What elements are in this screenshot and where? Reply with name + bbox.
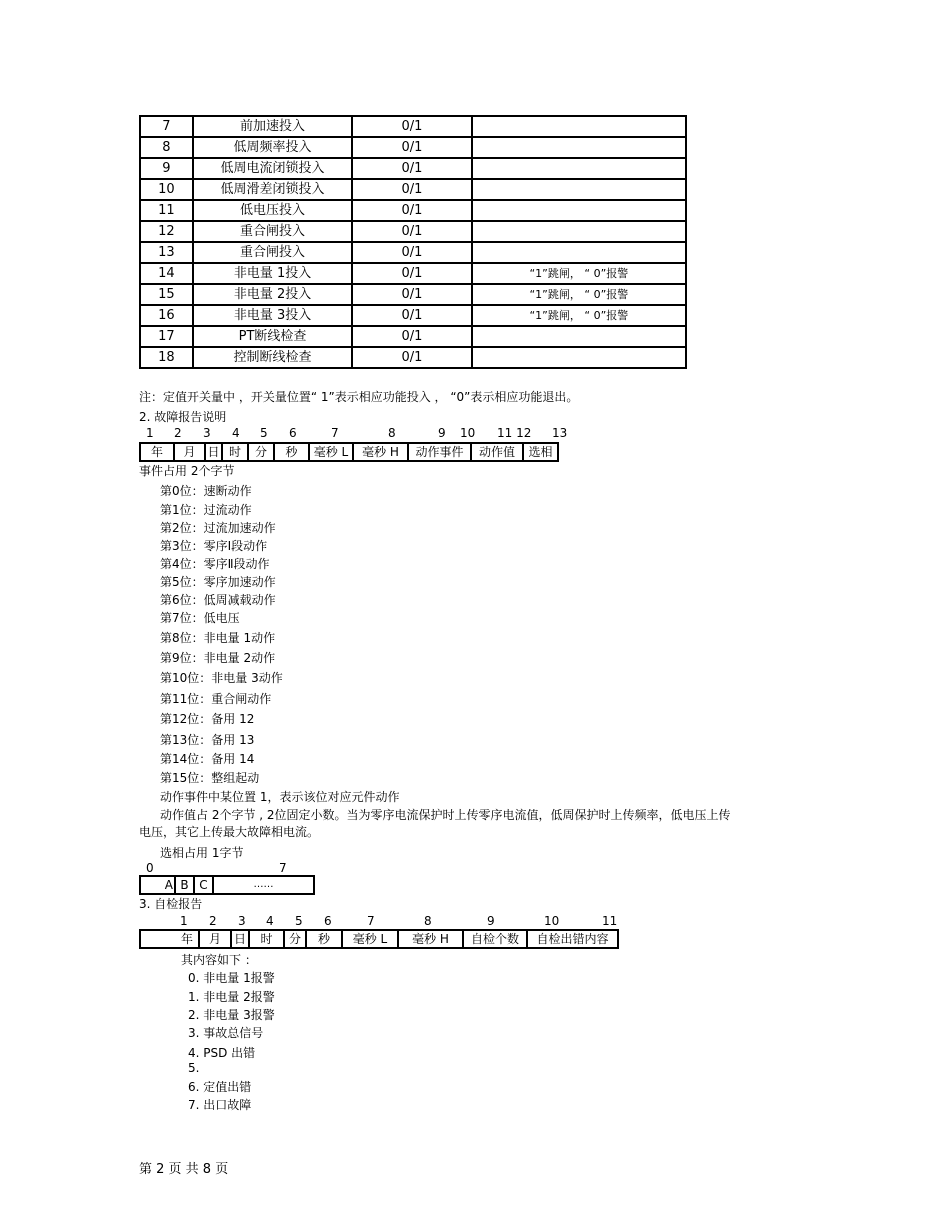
row-number: 10 [140,179,193,200]
settings-row [140,158,686,179]
event-bit: 第0位：速断动作 [160,484,252,498]
field-number: 2 [174,426,182,440]
field-number: 11 [602,914,618,928]
event-bit: 第11位：重合闸动作 [160,692,272,706]
setting-value: 0/1 [352,221,472,242]
self-check-heading: 3. 自检报告 [139,897,203,911]
self-check-item: 5. [188,1061,200,1075]
settings-row [140,284,686,305]
field-number: 7 [331,426,339,440]
field-hour: 时 [249,930,284,948]
field-number: 8 [424,914,432,928]
setting-remark [472,221,686,242]
event-bit: 第13位：备用 13 [160,733,255,747]
setting-name: 低电压投入 [193,200,352,221]
settings-row [140,200,686,221]
row-number: 18 [140,347,193,368]
field-ms-low: 毫秒 L [342,930,398,948]
field-number: 5 [295,914,303,928]
field-number: 1 [180,914,188,928]
event-bit: 第14位：备用 14 [160,752,255,766]
field-number: 13 [552,426,568,440]
self-check-fields [139,929,619,949]
phase-note: 选相占用 1字节 [160,846,244,860]
field-number: 4 [232,426,240,440]
field-phase-select: 选相 [523,443,558,461]
field-number: 10 [544,914,560,928]
field-action-value: 动作值 [471,443,523,461]
field-number: 5 [260,426,268,440]
event-bit: 第10位：非电量 3动作 [160,671,283,685]
row-number: 13 [140,242,193,263]
phase-bit-numbers [139,861,319,875]
phase-bit-number: 0 [146,861,154,875]
field-check-error: 自检出错内容 [527,930,618,948]
field-day: 日 [205,443,222,461]
field-number: 6 [289,426,297,440]
row-number: 9 [140,158,193,179]
self-check-item: 7. 出口故障 [188,1098,252,1112]
setting-remark: “1”跳闸， “ 0”报警 [472,284,686,305]
self-check-item: 1. 非电量 2报警 [188,990,275,1004]
event-bit: 第9位：非电量 2动作 [160,651,276,665]
settings-row [140,305,686,326]
field-year: 年 [140,443,174,461]
setting-name: 非电量 2投入 [193,284,352,305]
setting-value: 0/1 [352,137,472,158]
field-number: 9 [438,426,446,440]
field-month: 月 [199,930,231,948]
field-ms-low: 毫秒 L [309,443,353,461]
event-intro: 事件占用 2个字节 [139,464,235,478]
row-number: 11 [140,200,193,221]
setting-name: 前加速投入 [193,116,352,137]
field-minute: 分 [248,443,274,461]
settings-row [140,179,686,200]
phase-a: A [140,876,175,894]
row-number: 15 [140,284,193,305]
setting-value: 0/1 [352,242,472,263]
fault-field-numbers [139,426,579,440]
field-number: 7 [367,914,375,928]
setting-name: 重合闸投入 [193,242,352,263]
settings-row [140,116,686,137]
event-bit: 第3位：零序Ⅰ段动作 [160,539,268,553]
event-bit: 第12位：备用 12 [160,712,255,726]
self-check-item: 3. 事故总信号 [188,1026,264,1040]
event-bit: 第1位：过流动作 [160,503,252,517]
self-check-intro: 其内容如下 ： [181,953,257,967]
self-check-item: 6. 定值出错 [188,1080,252,1094]
field-check-count: 自检个数 [463,930,527,948]
setting-value: 0/1 [352,158,472,179]
phase-bit-number: 7 [279,861,287,875]
phase-c: C [194,876,213,894]
event-bit: 第8位：非电量 1动作 [160,631,276,645]
field-number: 11 12 [497,426,532,440]
setting-remark [472,137,686,158]
event-bit: 第7位：低电压 [160,611,240,625]
setting-remark [472,326,686,347]
fault-report-heading: 2. 故障报告说明 [139,410,227,424]
field-number: 3 [238,914,246,928]
field-year: 年 [140,930,199,948]
field-number: 2 [209,914,217,928]
field-number: 4 [266,914,274,928]
field-number: 3 [203,426,211,440]
field-second: 秒 [306,930,342,948]
settings-note: 注：定值开关量中 ，开关量位置“ 1”表示相应功能投入 ， “0”表示相应功能退出。 [139,390,579,404]
phase-b: B [175,876,194,894]
setting-remark [472,116,686,137]
field-number: 8 [388,426,396,440]
field-minute: 分 [284,930,306,948]
self-check-item-list [188,969,388,1114]
setting-remark [472,179,686,200]
field-action-event: 动作事件 [408,443,471,461]
event-note: 动作事件中某位置 1，表示该位对应元件动作 [160,790,400,804]
setting-remark [472,158,686,179]
phase-select-cells [139,875,315,895]
field-month: 月 [174,443,205,461]
setting-remark [472,347,686,368]
field-number: 10 [460,426,476,440]
self-check-field-numbers [139,914,639,928]
setting-name: 重合闸投入 [193,221,352,242]
field-hour: 时 [222,443,248,461]
fault-report-fields [139,442,559,462]
page-footer: 第 2 页 共 8 页 [139,1162,229,1177]
setting-remark [472,200,686,221]
self-check-item: 4. PSD 出错 [188,1046,256,1060]
event-bit: 第6位：低周减载动作 [160,593,276,607]
settings-table [139,115,687,369]
settings-row [140,347,686,368]
self-check-item: 0. 非电量 1报警 [188,971,275,985]
setting-value: 0/1 [352,179,472,200]
row-number: 12 [140,221,193,242]
setting-value: 0/1 [352,347,472,368]
field-day: 日 [231,930,249,948]
event-bit-list [160,481,460,791]
event-bit: 第2位：过流加速动作 [160,521,276,535]
setting-value: 0/1 [352,263,472,284]
setting-name: PT断线检查 [193,326,352,347]
setting-value: 0/1 [352,116,472,137]
setting-name: 非电量 3投入 [193,305,352,326]
field-number: 1 [146,426,154,440]
event-bit: 第5位：零序加速动作 [160,575,276,589]
setting-name: 低周频率投入 [193,137,352,158]
setting-value: 0/1 [352,284,472,305]
field-ms-high: 毫秒 H [353,443,408,461]
row-number: 17 [140,326,193,347]
field-ms-high: 毫秒 H [398,930,463,948]
settings-row [140,221,686,242]
field-number: 9 [487,914,495,928]
setting-name: 低周电流闭锁投入 [193,158,352,179]
setting-remark [472,242,686,263]
setting-name: 低周滑差闭锁投入 [193,179,352,200]
setting-name: 控制断线检查 [193,347,352,368]
value-note-line1: 动作值占 2个字节 , 2位固定小数。当为零序电流保护时上传零序电流值，低周保护时上传频率，低电压上传 [160,808,731,822]
setting-value: 0/1 [352,326,472,347]
event-bit: 第15位：整组起动 [160,771,260,785]
settings-row [140,326,686,347]
setting-remark: “1”跳闸， “ 0”报警 [472,263,686,284]
self-check-item: 2. 非电量 3报警 [188,1008,275,1022]
settings-row [140,137,686,158]
setting-value: 0/1 [352,305,472,326]
row-number: 16 [140,305,193,326]
settings-row [140,242,686,263]
field-number: 6 [324,914,332,928]
row-number: 8 [140,137,193,158]
field-second: 秒 [274,443,309,461]
setting-name: 非电量 1投入 [193,263,352,284]
value-note-line2: 电压，其它上传最大故障相电流。 [139,825,320,839]
row-number: 7 [140,116,193,137]
phase-rest: …… [213,876,314,894]
setting-remark: “1”跳闸， “ 0”报警 [472,305,686,326]
setting-value: 0/1 [352,200,472,221]
settings-row [140,263,686,284]
event-bit: 第4位：零序Ⅱ段动作 [160,557,270,571]
row-number: 14 [140,263,193,284]
